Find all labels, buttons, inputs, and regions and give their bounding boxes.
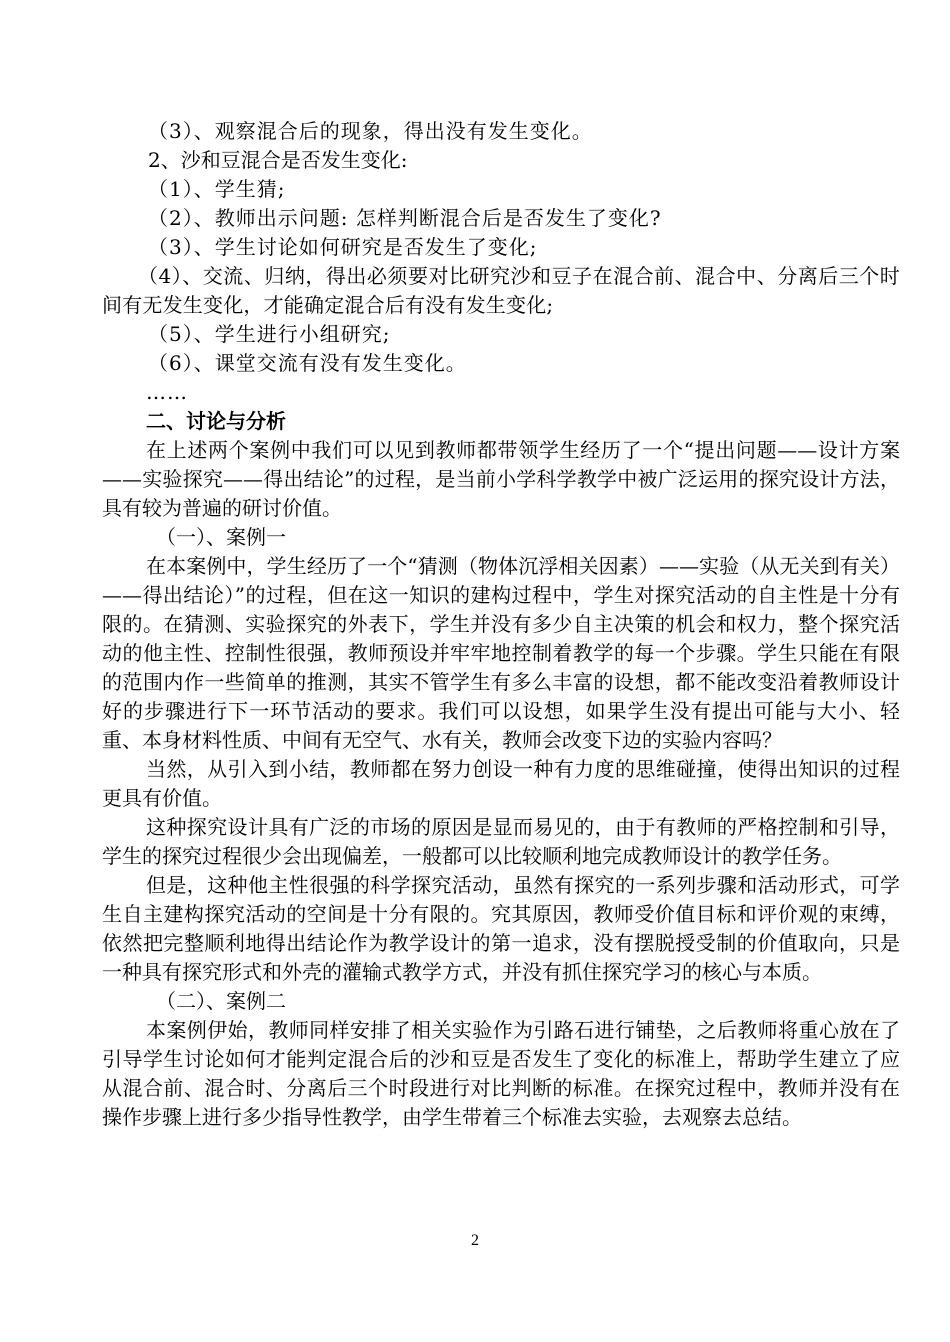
body-paragraph: 这种探究设计具有广泛的市场的原因是显而易见的，由于有教师的严格控制和引导，学生的探究过程很少会出现偏差，一般都可以比较顺利地完成教师设计的教学任务。 bbox=[102, 815, 900, 868]
body-paragraph: 在本案例中，学生经历了一个“猜测（物体沉浮相关因素）——实验（从无关到有关）——得出结论）”的过程，但在这一知识的建构过程中，学生对探究活动的自主性是十分有限的。在猜测、实验探究的外表下，学生并没有多少自主决策的机会和权力，整个探究活动的他主性、控制性很强，教师预设并牢牢地控制着教学的每一个步骤。学生只能在有限的范围内作一些简单的推测，其实不管学生有多么丰富的设想，都不能改变沿着教师设计好的步骤进行下一环节活动的要求。我们可以设想，如果学生没有提出可能与大小、轻重、本身材料性质、中间有无空气、水有关，教师会改变下边的实验内容吗？ bbox=[102, 554, 900, 752]
section-heading: 二、讨论与分析 bbox=[146, 409, 286, 433]
case-heading: （二）、案例二 bbox=[156, 989, 286, 1013]
page-number: 2 bbox=[471, 1232, 479, 1249]
step-line: （5）、学生进行小组研究; bbox=[148, 322, 391, 346]
case-heading: （一）、案例一 bbox=[156, 525, 286, 549]
body-paragraph: 在上述两个案例中我们可以见到教师都带领学生经历了一个“提出问题——设计方案——实验探究——得出结论”的过程，是当前小学科学教学中被广泛运用的探究设计方法，具有较为普遍的研讨价值。 bbox=[102, 438, 900, 520]
step-line: （3）、学生讨论如何研究是否发生了变化; bbox=[148, 235, 538, 259]
step-line: （3）、观察混合后的现象，得出没有发生变化。 bbox=[148, 119, 593, 143]
numbered-heading: 2、沙和豆混合是否发生变化: bbox=[148, 148, 408, 172]
page-content bbox=[102, 117, 900, 1132]
step-paragraph: （4）、交流、归纳，得出必须要对比研究沙和豆子在混合前、混合中、分离后三个时间有无发生变化，才能确定混合后有没有发生变化; bbox=[102, 264, 900, 317]
body-paragraph: 当然，从引入到小结，教师都在努力创设一种有力度的思维碰撞，使得出知识的过程更具有价值。 bbox=[102, 757, 900, 810]
step-line: （6）、课堂交流有没有发生变化。 bbox=[148, 351, 467, 375]
step-line: （1）、学生猜; bbox=[148, 177, 286, 201]
ellipsis: …… bbox=[146, 380, 188, 404]
body-paragraph: 但是，这种他主性很强的科学探究活动，虽然有探究的一系列步骤和活动形式，可学生自主建构探究活动的空间是十分有限的。究其原因，教师受价值目标和评价观的束缚，依然把完整顺利地得出结论作为教学设计的第一追求，没有摆脱授受制的价值取向，只是一种具有探究形式和外壳的灌输式教学方式，并没有抓住探究学习的核心与本质。 bbox=[102, 873, 900, 984]
step-line: （2）、教师出示问题: 怎样判断混合后是否发生了变化? bbox=[148, 206, 662, 230]
body-paragraph: 本案例伊始，教师同样安排了相关实验作为引路石进行铺垫，之后教师将重心放在了引导学生讨论如何才能判定混合后的沙和豆是否发生了变化的标准上，帮助学生建立了应从混合前、混合时、分离后三个时段进行对比判断的标准。在探究过程中，教师并没有在操作步骤上进行多少指导性教学，由学生带着三个标准去实验，去观察去总结。 bbox=[102, 1018, 900, 1129]
